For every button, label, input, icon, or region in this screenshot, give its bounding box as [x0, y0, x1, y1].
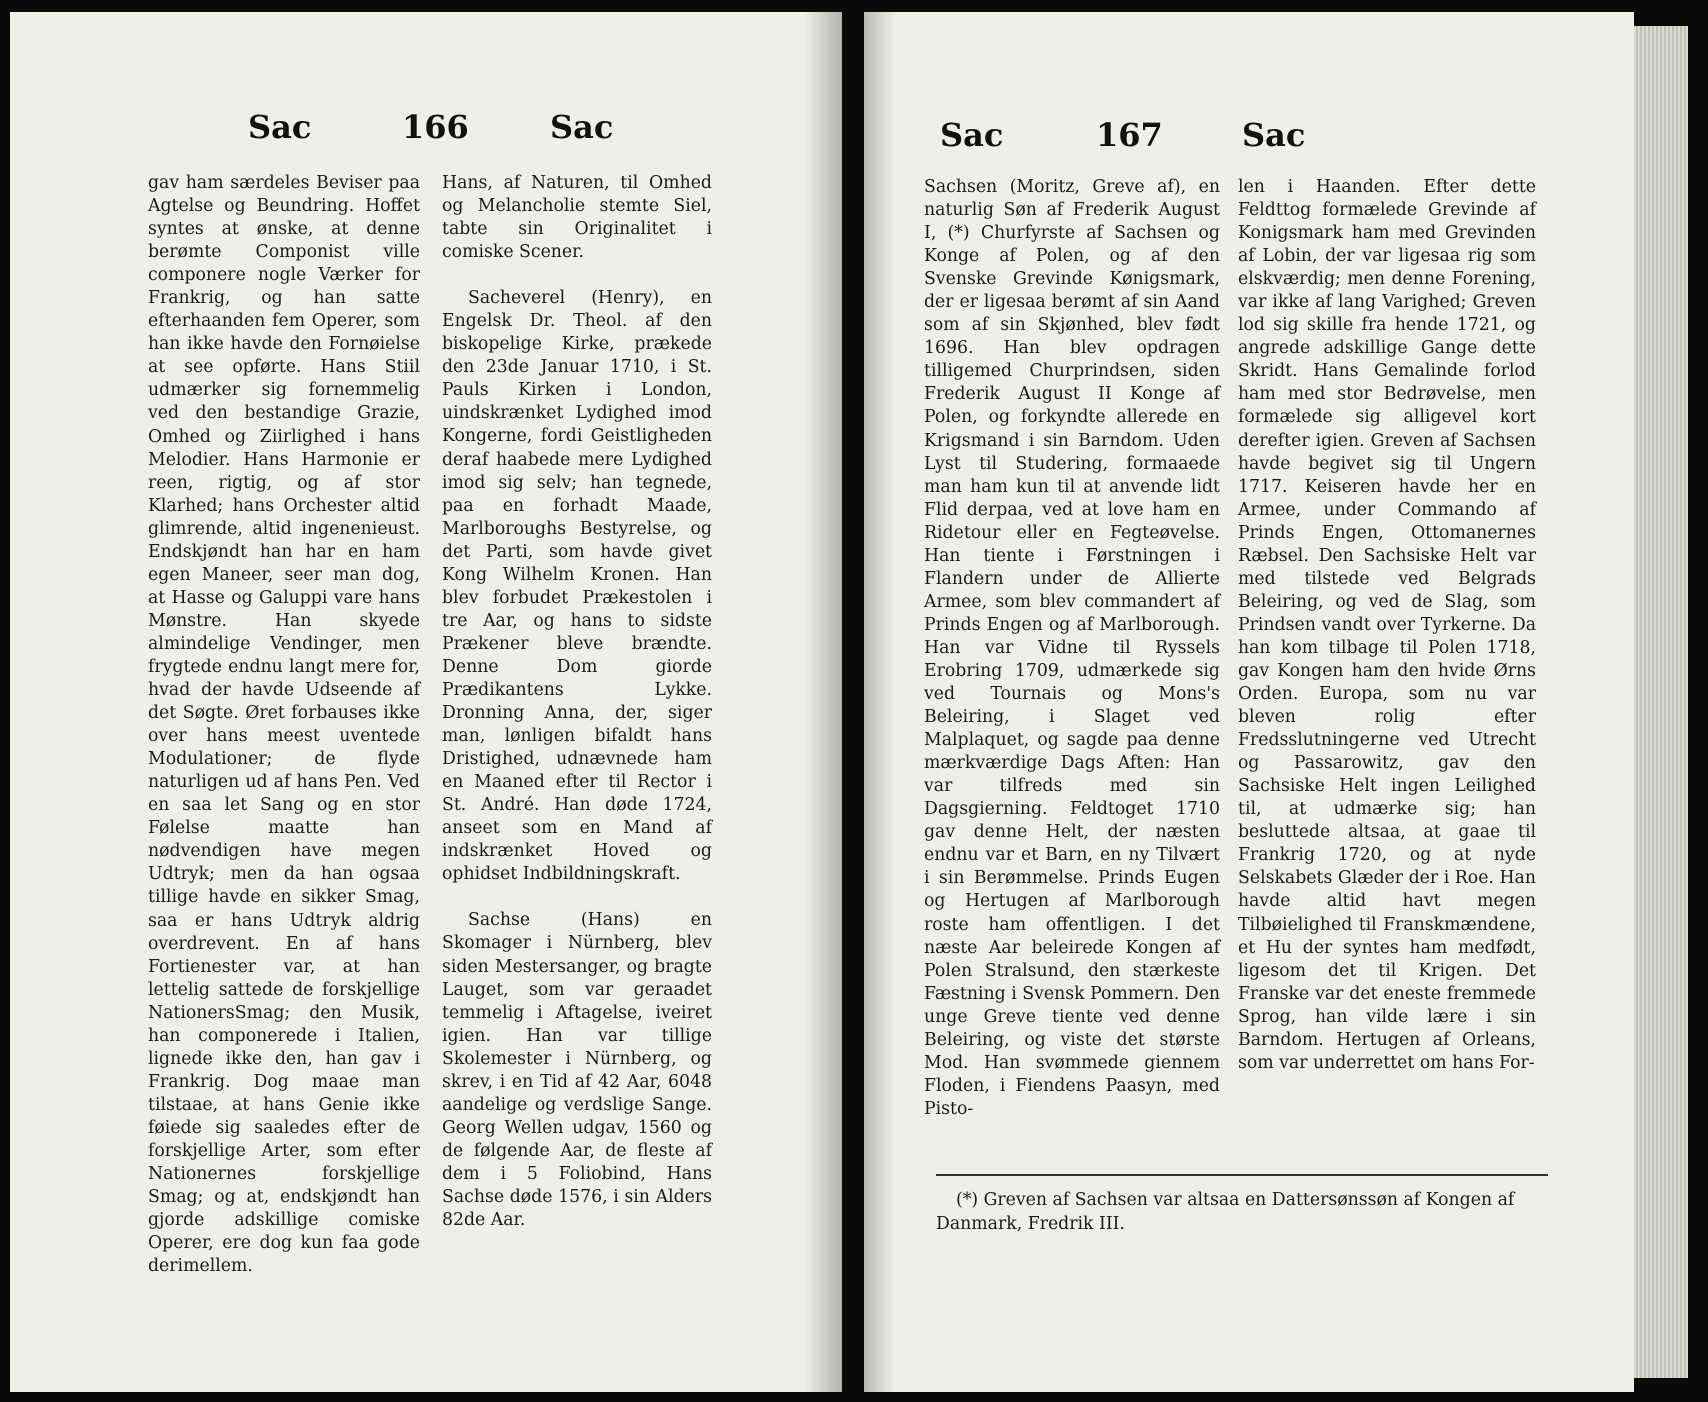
footnote: (*) Greven af Sachsen var altsaa en Dattersønssøn af Kongen af Danmark, Fredrik III. — [936, 1190, 1515, 1234]
footnote-rule — [936, 1174, 1548, 1176]
right-column-1 — [924, 176, 1220, 1121]
right-column-2 — [1238, 176, 1536, 1075]
left-col2-para-1: Hans, af Naturen, til Omhed og Melancholie stemte Siel, tabte sin Originalitet i comiske Scener. — [442, 173, 712, 263]
right-page-gutter-shadow — [864, 12, 894, 1392]
left-page-gutter-shadow — [804, 12, 842, 1392]
right-col1-sachsen-entry: Sachsen (Moritz, Greve af), en naturlig Søn af Frederik August I, (*) Churfyrste af Sachsen og Konge af Polen, og af den Svenske Grevinde Kønigsmark, der er ligesaa berømt af sin Aand som af sin Skjønhed, blev født 1696. Han blev opdragen tilligemed Churprindsen, siden Frederik August II Konge af Polen, og forkyndte allerede en Krigsmand i sin Barndom. Uden Lyst til Studering, formaaede man ham kun til at anvende lidt Flid derpaa, ved at love ham en Ridetour eller en Fegteøvelse. Han tiente i Førstningen i Flandern under de Allierte Armee, som blev commandert af Prinds Engen og af Marlborough. Han var Vidne til Ryssels Erobring 1709, udmærkede sig ved Tournais og Mons's Beleiring, i Slaget ved Malplaquet, og sagde paa denne mærkværdige Dags Aften: Han var tilfreds med sin Dagsgierning. Feldtoget 1710 gav denne Helt, der næsten endnu var et Barn, en ny Tilvært i sin Berømmelse. Prinds Eugen og Hertugen af Marlborough roste ham offentligen. I det næste Aar beleirede Kongen af Polen Stralsund, den stærkeste Fæstning i Svensk Pommern. Den unge Greve tiente ved denne Beleiring, og viste det største Mod. Han svømmede giennem Floden, i Fiendens Paasyn, med Pisto- — [924, 177, 1220, 1119]
left-page — [10, 12, 842, 1392]
left-column-2 — [442, 172, 712, 1232]
left-col2-para-sacheverel: Sacheverel (Henry), en Engelsk Dr. Theol. af den biskopelige Kirke, prækede den 23de Januar 1710, i St. Pauls Kirken i London, uindskrænket Lydighed imod Kongerne, fordi Geistligheden deraf haabede mere Lydighed imod sig selv; han tegnede, paa en forhadt Maade, Marlboroughs Bestyrelse, og det Parti, som havde givet Kong Wilhelm Kronen. Han blev forbudet Prækestolen i tre Aar, og hans to sidste Prækener bleve brændte. Denne Dom giorde Prædikantens Lykke. Dronning Anna, der, siger man, lønligen bifaldt hans Dristighed, udnævnede ham en Maaned efter til Rector i St. André. Han døde 1724, anseet som en Mand af indskrænket Hoved og ophidset Indbildningskraft. — [442, 288, 712, 885]
right-page-number: 167 — [1096, 116, 1163, 154]
left-col2-para-sachse: Sachse (Hans) en Skomager i Nürnberg, blev siden Mestersanger, og bragte Lauget, som var geraadet temmelig i Aftagelse, iveiret igien. Han var tillige Skolemester i Nürnberg, og skrev, i en Tid af 42 Aar, 6048 aandelige og verdslige Sange. Georg Wellen udgav, 1560 og de følgende Aar, de fleste af dem i 5 Foliobind, Hans Sachse døde 1576, i sin Alders 82de Aar. — [442, 910, 712, 1231]
left-col1-text: gav ham særdeles Beviser paa Agtelse og Beundring. Hoffet syntes at ønske, at denne berømte Componist ville componere nogle Værker for Frankrig, og han satte efterhaanden fem Operer, som han ikke havde den Fornøielse at see opførte. Hans Stiil udmærker sig fornemmelig ved den bestandige Grazie, Omhed og Ziirlighed i hans Melodier. Hans Harmonie er reen, rigtig, og af stor Klarhed; hans Orchester altid glimrende, altid ingenenieust. Endskjøndt han har en ham egen Maneer, seer man dog, at Hasse og Galuppi vare hans Mønstre. Han skyede almindelige Vendinger, men frygtede endnu langt mere for, hvad der havde Udseende af det Søgte. Øret forbauses ikke over hans meest uventede Modulationer; de flyde naturligen ud af hans Pen. Ved en saa let Sang og en stor Følelse maatte han nødvendigen have megen Udtryk; men da han ogsaa tillige havde en sikker Smag, saa er hans Udtryk aldrig overdrevent. En af hans Fortienester var, at han lettelig sattede de forskjellige NationersSmag; den Musik, han componerede i Italien, lignede ikke den, han gav i Frankrig. Dog maae man tilstaae, at hans Genie ikke føiede sig saaledes efter de forskjellige Arter, som efter Nationernes forskjellige Smag; og at, endskjøndt han gjorde adskillige comiske Operer, ere dog kun faa gode derimellem. — [148, 173, 420, 1277]
right-page — [864, 12, 1634, 1392]
page-edge-stack — [1634, 26, 1688, 1378]
left-header-left-word: Sac — [248, 108, 312, 146]
left-page-number: 166 — [402, 108, 469, 146]
left-header-right-word: Sac — [550, 108, 614, 146]
right-header-left-word: Sac — [940, 116, 1004, 154]
right-header-right-word: Sac — [1242, 116, 1306, 154]
right-col2-text: len i Haanden. Efter dette Feldttog formælede Grevinde af Konigsmark ham med Grevinden af Lobin, der var ligesaa rig som elskværdig; men denne Forening, var ikke af lang Varighed; Greven lod sig skille fra hende 1721, og angrede adskillige Gange dette Skridt. Hans Gemalinde forlod ham med stor Bedrøvelse, men formælede sig alligevel kort derefter igien. Greven af Sachsen havde begivet sig til Ungern 1717. Keiseren havde her en Armee, under Commando af Prinds Engen, Ottomanernes Ræbsel. Den Sachsiske Helt var med tilstede ved Belgrads Beleiring, og ved de Slag, som Prindsen vandt over Tyrkerne. Da han kom tilbage til Polen 1718, gav Kongen ham den hvide Ørns Orden. Europa, som nu var bleven rolig efter Fredsslutningerne ved Utrecht og Passarowitz, gav den Sachsiske Helt ingen Leilighed til, at udmærke sig; han besluttede altsaa, at gaae til Frankrig 1720, og at nyde Selskabets Glæder der i Roe. Han havde altid havt megen Tilbøielighed til Franskmændene, et Hu der syntes ham medfødt, ligesom det til Krigen. Det Franske var det eneste fremmede Sprog, han vilde lære i sin Barndom. Hertugen af Orleans, som var underrettet om hans For- — [1238, 177, 1536, 1073]
left-column-1 — [148, 172, 420, 1278]
